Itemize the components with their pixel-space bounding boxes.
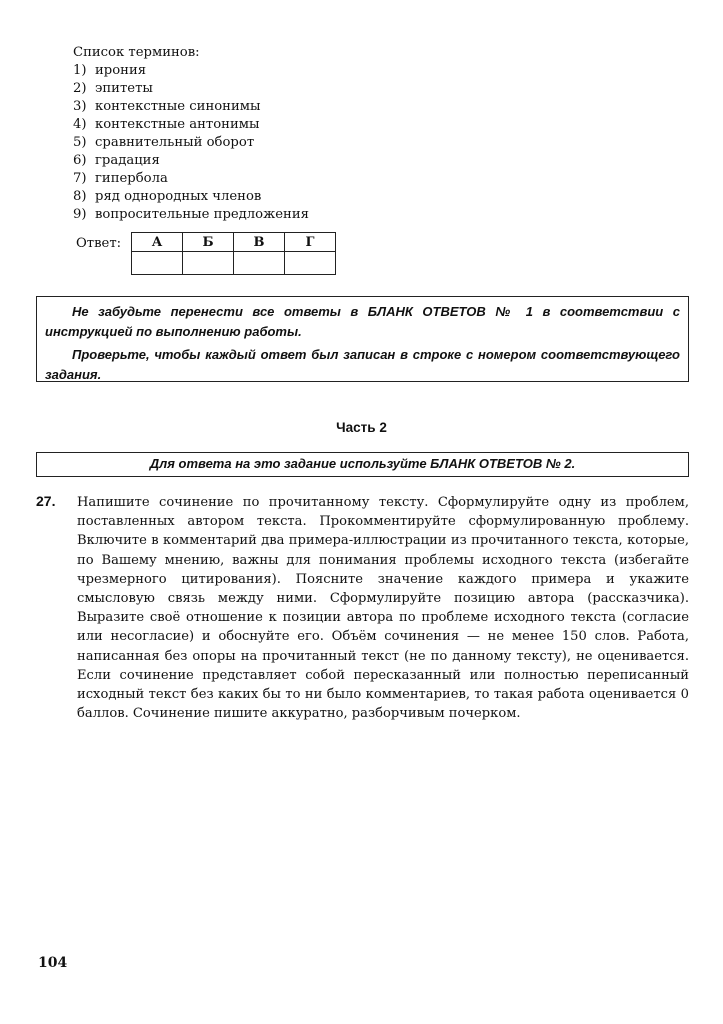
term-item [73,188,309,206]
term-text: контекстные антонимы [95,117,260,132]
task-27 [36,493,689,723]
answer-cell-g[interactable] [285,252,336,275]
term-number: 3) [73,99,87,114]
page-number: 104 [38,955,68,971]
answer-input-row [132,252,336,275]
term-item [73,62,309,80]
term-item [73,98,309,116]
term-number: 9) [73,207,87,222]
answer-section [76,232,336,275]
term-item [73,152,309,170]
answer-cell-v[interactable] [234,252,285,275]
term-text: вопросительные предложения [95,207,309,222]
term-number: 1) [73,63,87,78]
answer-column-header: А [132,233,183,252]
term-number: 5) [73,135,87,150]
part-heading: Часть 2 [336,420,387,435]
term-text: эпитеты [95,81,153,96]
task-text: Напишите сочинение по прочитанному тексту. Сформулируйте одну из проблем, поставленных автором текста. Прокомментируйте сформулированную проблему. Включите в комментарий два примера-иллюстрации из прочитанного текста, которые, по Вашему мнению, важны для понимания проблемы исходного текста (избегайте чрезмерного цитирования). Поясните значение каждого примера и укажите смысловую связь между ними. Сформулируйте позицию автора (рассказчика). Выразите своё отношение к позиции автора по проблеме исходного текста (согласие или несогласие) и обоснуйте его. Объём сочинения — не менее 150 слов. Работа, написанная без опоры на прочитанный текст (не по данному тексту), не оценивается. Если сочинение представляет собой пересказанный или полностью переписанный исходный текст без каких бы то ни было комментариев, то такая работа оценивается 0 баллов. Сочинение пишите аккуратно, разборчивым почерком. [77,495,689,722]
answer-cell-a[interactable] [132,252,183,275]
notice-paragraph: Не забудьте перенести все ответы в БЛАНК ОТВЕТОВ № 1 в соответствии с инструкцией по выполнению работы. [45,304,680,339]
term-item [73,80,309,98]
term-item [73,206,309,224]
answer-column-header: Г [285,233,336,252]
term-text: контекстные синонимы [95,99,261,114]
instruction-text: Для ответа на это задание используйте БЛАНК ОТВЕТОВ № 2. [149,456,576,471]
answer-column-header: В [234,233,285,252]
term-item [73,170,309,188]
answer-label: Ответ: [76,236,122,251]
term-text: сравнительный оборот [95,135,255,150]
answer-cell-b[interactable] [183,252,234,275]
term-text: градация [95,153,160,168]
term-number: 8) [73,189,87,204]
task-number: 27. [36,493,56,509]
term-number: 2) [73,81,87,96]
terms-title: Список терминов: [73,45,200,60]
term-number: 7) [73,171,87,186]
notice-paragraph: Проверьте, чтобы каждый ответ был записан в строке с номером соответствующего задания. [45,347,680,382]
notice-box [36,296,689,382]
term-text: ряд однородных членов [95,189,262,204]
instruction-box [36,452,689,477]
term-text: гипербола [95,171,168,186]
terms-list [73,44,309,224]
answer-table [131,232,336,275]
answer-header-row [132,233,336,252]
term-number: 4) [73,117,87,132]
term-text: ирония [95,63,147,78]
term-number: 6) [73,153,87,168]
term-item [73,116,309,134]
term-item [73,134,309,152]
answer-column-header: Б [183,233,234,252]
